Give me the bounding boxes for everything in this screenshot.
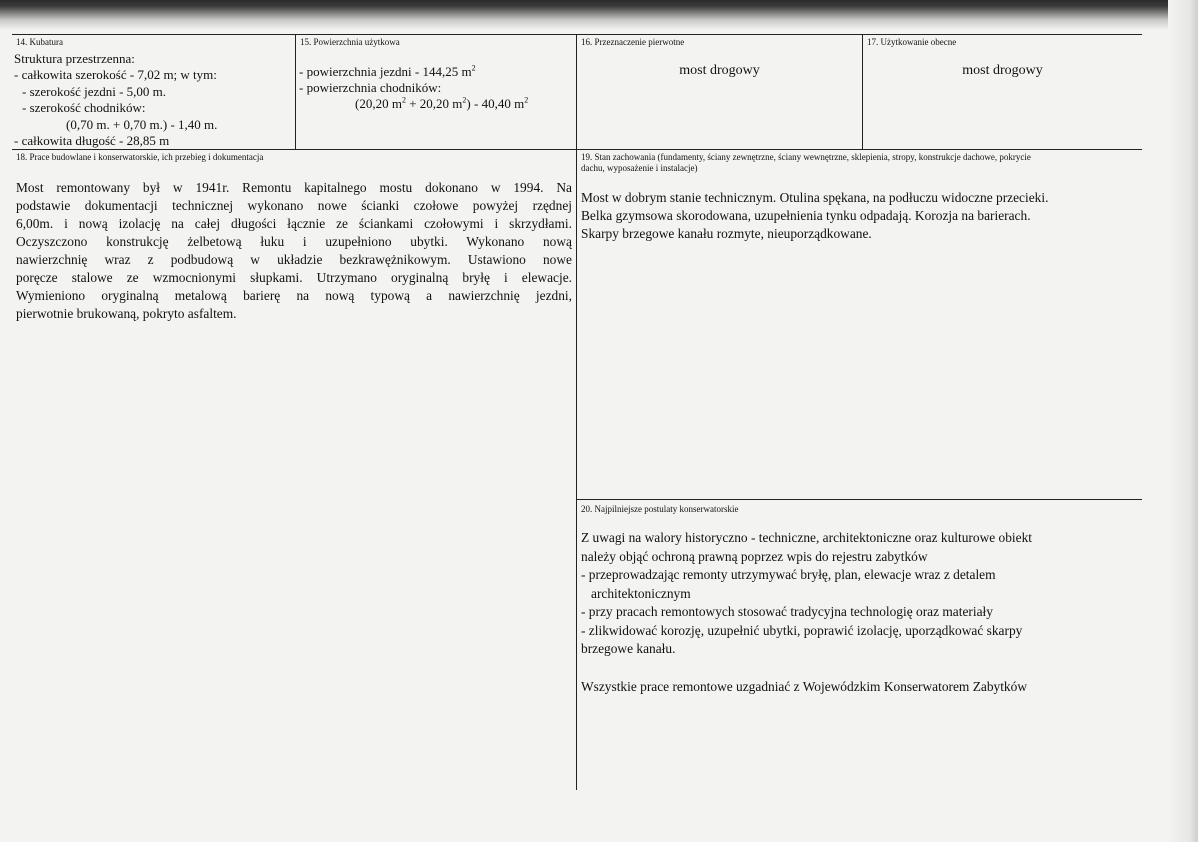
section-14-caption: 14. Kubatura	[16, 37, 63, 47]
prace-line: podstawie dokumentacji technicznej wykonano nowe ścianki czołowe powyżej rzędnej	[16, 198, 572, 213]
stan-line: Skarpy brzegowe kanału rozmyte, nieuporządkowane.	[581, 226, 872, 241]
powierzchnia-chodnikow-value	[355, 96, 528, 111]
stan-line: Most w dobrym stanie technicznym. Otulina spękana, na podłuczu widoczne przecieki.	[581, 190, 1049, 205]
superscript: 2	[401, 95, 406, 105]
powierzchnia-jezdni-text: - powierzchnia jezdni - 144,25 m	[299, 64, 472, 79]
section-17-caption: 17. Użytkowanie obecne	[867, 37, 957, 47]
value-part: + 20,20 m	[405, 96, 463, 111]
prace-paragraph	[16, 179, 572, 323]
powierzchnia-chodnikow-label: - powierzchnia chodników:	[299, 80, 442, 95]
rule-col-1	[295, 34, 296, 150]
value-part: (20,20 m	[355, 96, 402, 111]
postulaty-line: - zlikwidować korozję, uzupełnić ubytki, poprawić izolację, uporządkować skarpy	[581, 622, 1023, 638]
value-part: ) - 40,40 m	[466, 96, 525, 111]
superscript: 2	[462, 95, 467, 105]
kubatura-line: (0,70 m. + 0,70 m.) - 1,40 m.	[66, 117, 218, 132]
superscript: 2	[524, 95, 529, 105]
section-18-caption: 18. Prace budowlane i konserwatorskie, ich przebieg i dokumentacja	[16, 152, 264, 162]
prace-line: Wymieniono oryginalną metalową barierę na nową typową a nawierzchnię jezdni,	[16, 288, 572, 303]
kubatura-line: - całkowita szerokość - 7,02 m; w tym:	[14, 67, 217, 82]
postulaty-closing: Wszystkie prace remontowe uzgadniać z Wojewódzkim Konserwatorem Zabytków	[581, 679, 1027, 694]
section-16-caption: 16. Przeznaczenie pierwotne	[581, 37, 685, 47]
prace-line: 6,00m. i nową izolację na całej długości łącznie ze ściankami czołowymi i skrzydłami.	[16, 216, 572, 231]
postulaty-line: architektonicznym	[591, 585, 691, 601]
stan-paragraph	[581, 189, 1141, 243]
section-15-caption: 15. Powierzchnia użytkowa	[300, 37, 400, 47]
kubatura-line: - całkowita długość - 28,85 m	[14, 133, 170, 148]
postulaty-line: brzegowe kanału.	[581, 641, 676, 656]
section-19-caption-continued: dachu, wyposażenie i instalacje)	[581, 163, 698, 173]
powierzchnia-jezdni	[299, 64, 476, 79]
superscript: 2	[471, 63, 476, 73]
rule-col-2	[576, 34, 577, 790]
postulaty-paragraph	[581, 529, 1141, 659]
postulaty-line: Z uwagi na walory historyczno - techniczne, architektoniczne oraz kulturowe obiekt	[581, 530, 1033, 545]
kubatura-line: Struktura przestrzenna:	[14, 51, 135, 66]
postulaty-line: - przeprowadzając remonty utrzymywać bryłę, plan, elewacje wraz z detalem	[581, 567, 996, 582]
prace-line: nawierzchnię wraz z podbudową w układzie bezkrawężnikowym. Ustawiono nowe	[16, 252, 572, 267]
rule-row-divider	[12, 149, 1142, 150]
section-19-caption: 19. Stan zachowania (fundamenty, ściany zewnętrzne, ściany wewnętrzne, sklepienia, stropy, konstrukcje dachowe, pokrycie	[581, 152, 1031, 162]
postulaty-line: należy objąć ochroną prawną poprzez wpis do rejestru zabytków	[581, 548, 928, 564]
uzytkowanie-value: most drogowy	[962, 63, 1043, 78]
rule-section-20-top	[576, 499, 1142, 500]
section-20-caption: 20. Najpilniejsze postulaty konserwatorskie	[581, 504, 739, 514]
kubatura-line: - szerokość jezdni - 5,00 m.	[22, 84, 167, 99]
stan-line: Belka gzymsowa skorodowana, uzupełnienia tynku odpadają. Korozja na barierach.	[581, 208, 1031, 223]
prace-line: Most remontowany był w 1941r. Remontu kapitalnego mostu dokonano w 1994. Na	[16, 180, 572, 195]
przeznaczenie-value: most drogowy	[679, 63, 760, 78]
prace-line: poręcze stalowe ze wzmocnionymi słupkami. Utrzymano oryginalną bryłę i elewacje.	[16, 270, 572, 285]
prace-line: Oczyszczono konstrukcję żelbetową łuku i uzupełniono ubytki. Wykonano nową	[16, 234, 572, 249]
prace-line: pierwotnie brukowaną, pokryto asfaltem.	[16, 306, 237, 321]
rule-top	[12, 34, 1142, 35]
rule-col-3	[862, 34, 863, 150]
kubatura-line: - szerokość chodników:	[22, 100, 146, 115]
postulaty-line: - przy pracach remontowych stosować tradycyjna technologię oraz materiały	[581, 604, 993, 619]
scan-edge-top	[0, 0, 1198, 30]
scan-edge-right	[1168, 0, 1198, 842]
